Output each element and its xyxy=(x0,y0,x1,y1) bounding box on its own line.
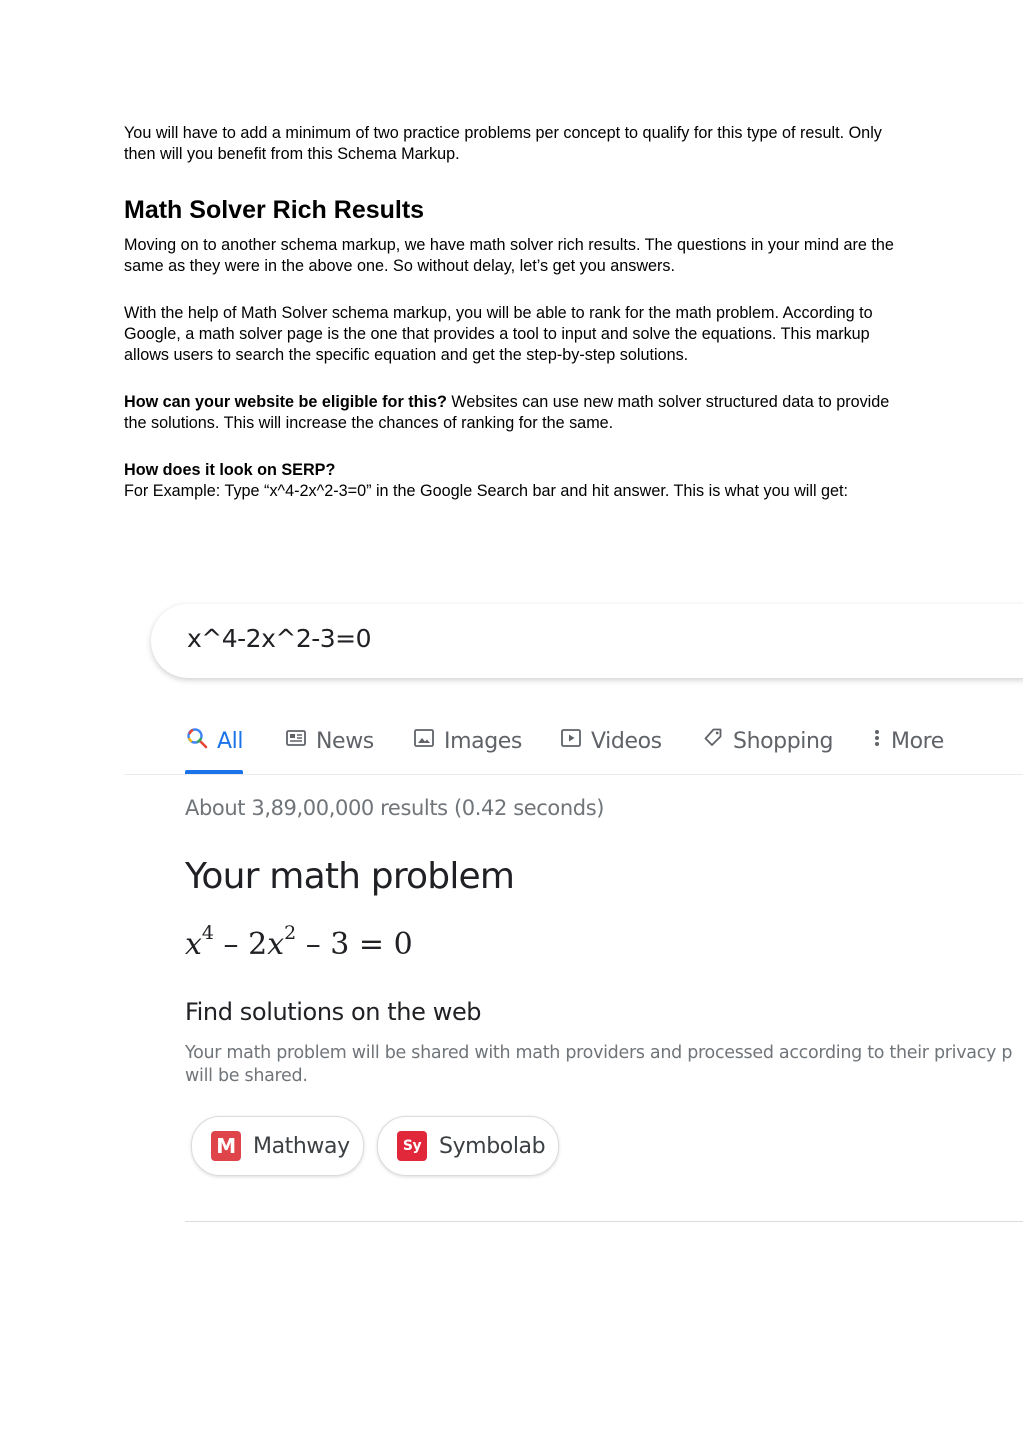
mathway-button[interactable] xyxy=(191,1116,364,1176)
symbolab-button[interactable] xyxy=(377,1116,559,1176)
results-stats: About 3,89,00,000 results (0.42 seconds) xyxy=(185,796,605,820)
serp-question: How does it look on SERP? xyxy=(124,461,336,479)
tabs-divider xyxy=(124,774,1023,775)
news-icon xyxy=(284,726,308,756)
search-bar[interactable] xyxy=(151,604,1023,678)
math-equation xyxy=(185,922,413,962)
serp-example: For Example: Type “x^4-2x^2-3=0” in the Google Search bar and hit answer. This is what you will get: xyxy=(124,482,849,500)
symbolab-logo: Sy xyxy=(397,1131,427,1161)
tab-more[interactable] xyxy=(871,726,944,756)
intro-paragraph: You will have to add a minimum of two practice problems per concept to qualify for this type of result. Only then will you benefit from this Schema Markup. xyxy=(124,124,882,163)
disclaimer-line: Your math problem will be shared with math providers and processed according to their privacy p xyxy=(185,1043,1013,1063)
paragraph-eligibility xyxy=(124,392,904,434)
equation-exponent: 2 xyxy=(284,922,297,944)
tab-images-label: Images xyxy=(444,728,522,754)
tab-more-label: More xyxy=(891,728,944,754)
tab-news-label: News xyxy=(316,728,374,754)
tab-shopping[interactable] xyxy=(701,726,833,756)
tab-videos[interactable] xyxy=(559,726,662,756)
section-heading: Math Solver Rich Results xyxy=(124,196,425,224)
tab-images[interactable] xyxy=(412,726,522,756)
tab-news[interactable] xyxy=(284,726,374,756)
equation-variable: x xyxy=(185,927,202,962)
eligibility-question: How can your website be eligible for this? xyxy=(124,393,447,411)
tab-all-label: All xyxy=(217,728,244,754)
mathway-logo: M xyxy=(211,1131,241,1161)
tab-all[interactable] xyxy=(185,726,243,756)
document-body xyxy=(124,123,904,502)
serp-screenshot xyxy=(124,590,1023,1240)
tag-icon xyxy=(701,726,725,756)
mathway-label: Mathway xyxy=(253,1133,350,1159)
eligibility-answer: Websites can use new math solver structured data to provide the solutions. This will increase the chances of ranking for the same. xyxy=(124,393,890,432)
tab-shopping-label: Shopping xyxy=(733,728,834,754)
equation-term: – 3 = 0 xyxy=(296,927,413,962)
search-tabs xyxy=(185,726,1023,774)
section-divider xyxy=(185,1221,1023,1222)
image-icon xyxy=(412,726,436,756)
disclaimer-line: will be shared. xyxy=(185,1066,308,1086)
more-vert-icon xyxy=(871,726,883,756)
search-query[interactable]: x^4-2x^2-3=0 xyxy=(187,624,372,653)
paragraph-moving-on: Moving on to another schema markup, we have math solver rich results. The questions in your mind are the same as they were in the above one. So without delay, let’s get you answers. xyxy=(124,236,894,275)
symbolab-label: Symbolab xyxy=(439,1133,546,1159)
equation-exponent: 4 xyxy=(201,922,215,944)
equation-term: – 2 xyxy=(214,927,268,962)
math-problem-title: Your math problem xyxy=(185,856,515,897)
privacy-disclaimer xyxy=(185,1042,1023,1088)
equation-variable: x xyxy=(267,927,285,962)
find-solutions-title: Find solutions on the web xyxy=(185,998,482,1026)
paragraph-math-solver-markup: With the help of Math Solver schema markup, you will be able to rank for the math problem. According to Google, a math solver page is the one that provides a tool to input and solve the equations. This markup allows users to search the specific equation and get the step-by-step solutions. xyxy=(124,304,873,364)
tab-videos-label: Videos xyxy=(591,728,662,754)
search-icon xyxy=(185,726,209,756)
video-icon xyxy=(559,726,583,756)
